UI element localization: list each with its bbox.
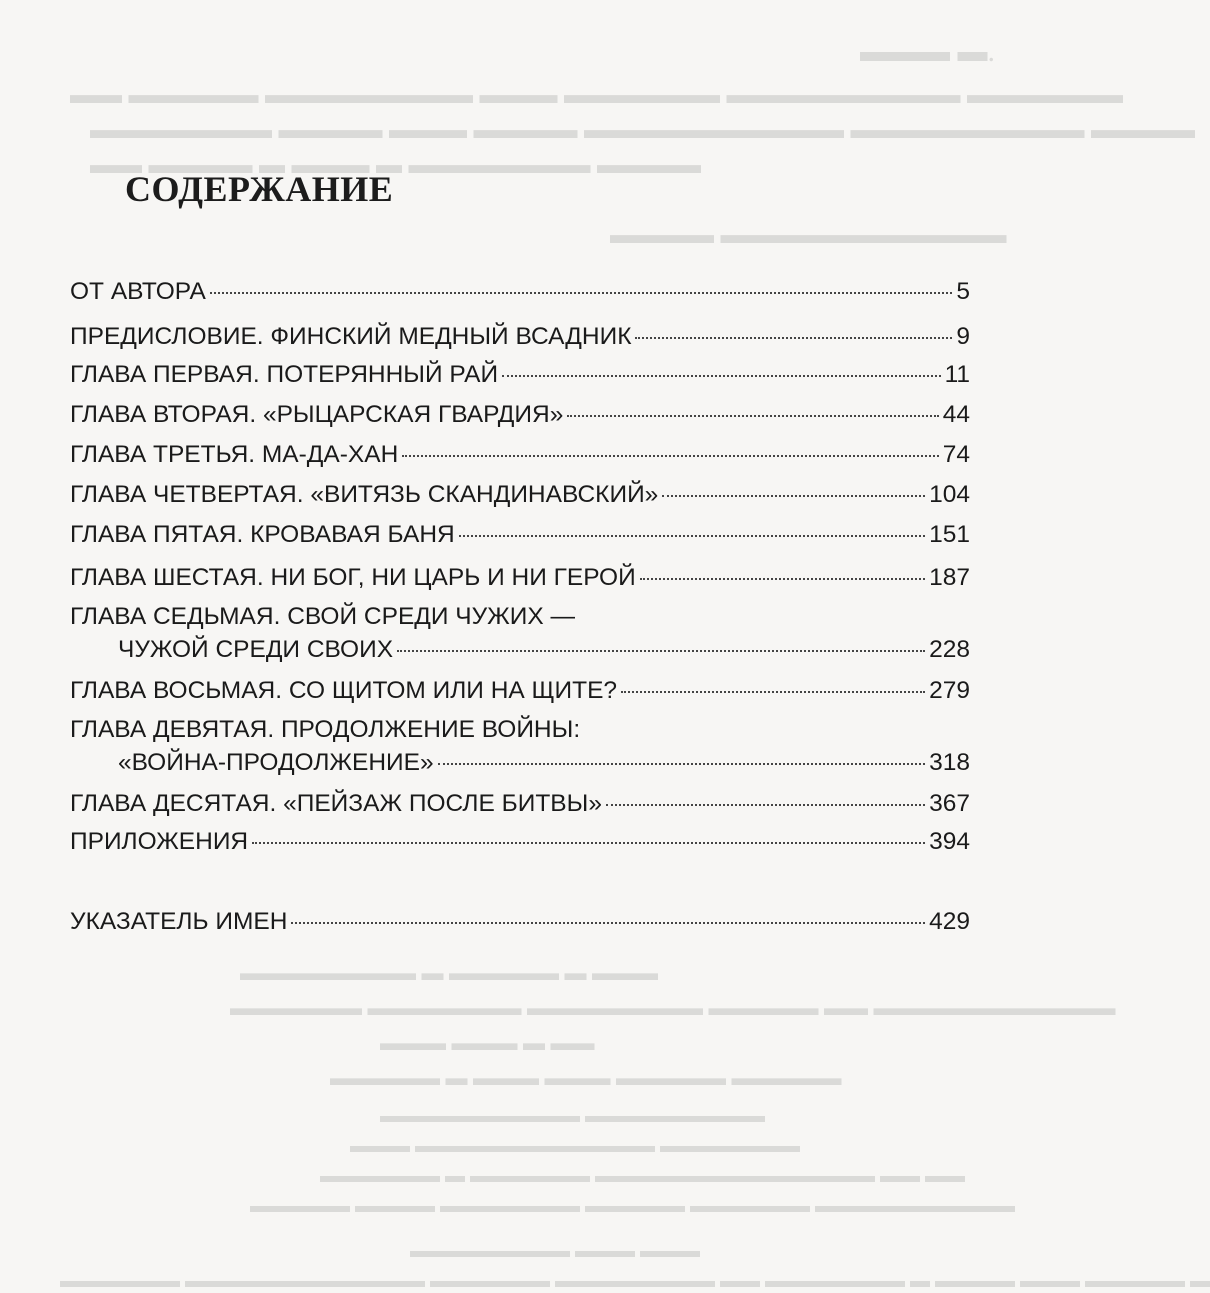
toc-dot-leader [621, 691, 925, 693]
toc-entry [70, 360, 970, 390]
toc-entry-title: ГЛАВА ДЕВЯТАЯ. ПРОДОЛЖЕНИЕ ВОЙНЫ: [70, 716, 581, 743]
toc-entry [70, 907, 970, 937]
toc-entry-title: ГЛАВА ЧЕТВЕРТАЯ. «ВИТЯЗЬ СКАНДИНАВСКИЙ» [70, 481, 659, 508]
toc-entry [70, 440, 970, 470]
toc-page-number: 151 [929, 521, 970, 548]
toc-page-number: 5 [956, 278, 970, 305]
toc-page-number: 44 [942, 401, 970, 428]
toc-entry [70, 827, 970, 857]
toc-page-number: 318 [929, 749, 970, 776]
toc-dot-leader [606, 804, 925, 806]
toc-entry-title: ПРЕДИСЛОВИЕ. ФИНСКИЙ МЕДНЫЙ ВСАДНИК [70, 323, 632, 350]
toc-entry [70, 789, 970, 819]
toc-dot-leader [402, 455, 938, 457]
toc-entry [70, 480, 970, 510]
toc-entry [70, 715, 970, 778]
show-through-background: ▬▬▬ ▬. ▬▬ ▬▬▬▬▬ ▬▬▬▬▬▬▬▬ ▬▬▬ ▬▬▬▬▬▬ ▬▬▬▬▬▬▬▬▬ ▬▬▬▬▬▬ ▬▬▬▬▬▬▬ ▬▬▬▬ ▬▬▬ ▬▬▬▬ ▬▬▬▬▬▬▬▬▬▬ ▬▬▬▬▬▬▬▬▬ ▬▬▬▬ ▬▬ ▬▬▬▬ ▬ ▬▬▬ ▬ ▬▬▬▬▬▬▬ ▬▬▬▬ ▬▬▬▬ ▬▬▬▬▬▬▬▬▬▬▬ ▬▬▬▬▬▬▬▬ ▬ ▬▬▬▬▬ ▬ ▬▬▬ ▬▬▬▬▬▬ ▬▬▬▬▬▬▬ ▬▬▬▬▬▬▬▬ ▬▬▬▬▬ ▬▬ ▬▬▬▬▬▬▬▬▬▬▬ ▬▬▬ ▬▬▬ ▬ ▬▬ ▬▬▬▬▬ ▬ ▬▬▬ ▬▬▬ ▬▬▬▬▬ ▬▬▬▬▬ ▬▬▬▬▬▬▬▬▬▬ ▬▬▬▬▬▬▬▬▬ ▬▬▬ ▬▬▬▬▬▬▬▬▬▬▬▬ ▬▬▬▬▬▬▬ ▬▬▬▬▬▬ ▬ ▬▬▬▬▬▬ ▬▬▬▬▬▬▬▬▬▬▬▬▬▬ ▬▬ ▬▬ ▬▬▬▬▬ ▬▬▬▬ ▬▬▬▬▬▬▬ ▬▬▬▬▬ ▬▬▬▬▬▬ ▬▬▬▬▬▬▬▬▬▬ ▬▬▬▬▬▬▬▬ ▬▬▬ ▬▬▬ ▬▬▬▬▬▬ ▬▬▬▬▬▬▬▬▬▬▬▬ ▬▬▬▬▬▬ ▬▬▬▬▬▬▬▬ ▬▬ ▬▬▬▬▬▬▬ ▬ ▬▬▬▬ ▬▬▬ ▬▬▬▬▬ ▬ [60, 35, 1210, 1292]
toc-entry-title: ГЛАВА ДЕСЯТАЯ. «ПЕЙЗАЖ ПОСЛЕ БИТВЫ» [70, 790, 602, 817]
toc-entry [70, 563, 970, 593]
toc-page-number: 11 [944, 361, 970, 388]
toc-entry [70, 322, 970, 352]
toc-entry-title: ПРИЛОЖЕНИЯ [70, 828, 249, 855]
toc-page-number: 367 [929, 790, 970, 817]
toc-page-number: 74 [942, 441, 970, 468]
toc-dot-leader [210, 292, 953, 294]
toc-page-number: 279 [929, 677, 970, 704]
page-title: СОДЕРЖАНИЕ [125, 169, 394, 209]
toc-dot-leader [635, 337, 952, 339]
toc-entry [70, 277, 970, 307]
toc-entry-title: ГЛАВА ШЕСТАЯ. НИ БОГ, НИ ЦАРЬ И НИ ГЕРОЙ [70, 564, 636, 591]
toc-page-number: 394 [929, 828, 970, 855]
toc-entry-title-continued: «ВОЙНА-ПРОДОЛЖЕНИЕ» [118, 749, 434, 776]
toc-dot-leader [252, 842, 925, 844]
toc-dot-leader [640, 578, 925, 580]
toc-dot-leader [438, 763, 925, 765]
toc-dot-leader [567, 415, 938, 417]
toc-page-number: 104 [929, 481, 970, 508]
toc-dot-leader [662, 495, 925, 497]
toc-dot-leader [397, 650, 925, 652]
toc-entry [70, 400, 970, 430]
toc-entry-title: ГЛАВА СЕДЬМАЯ. СВОЙ СРЕДИ ЧУЖИХ — [70, 603, 576, 630]
toc-entry-title: ГЛАВА ПЯТАЯ. КРОВАВАЯ БАНЯ [70, 521, 455, 548]
toc-entry-title: УКАЗАТЕЛЬ ИМЕН [70, 908, 288, 935]
toc-dot-leader [459, 535, 925, 537]
toc-entry-title: ГЛАВА ВОСЬМАЯ. СО ЩИТОМ ИЛИ НА ЩИТЕ? [70, 677, 618, 704]
toc-dot-leader [502, 375, 940, 377]
toc-entry-title: ОТ АВТОРА [70, 278, 206, 305]
toc-entry [70, 676, 970, 706]
toc-entry-title: ГЛАВА ВТОРАЯ. «РЫЦАРСКАЯ ГВАРДИЯ» [70, 401, 564, 428]
toc-entry [70, 602, 970, 665]
toc-entry-title: ГЛАВА ТРЕТЬЯ. МА-ДА-ХАН [70, 441, 399, 468]
toc-dot-leader [291, 922, 925, 924]
toc-entry-title-continued: ЧУЖОЙ СРЕДИ СВОИХ [118, 636, 394, 663]
toc-page-number: 429 [929, 908, 970, 935]
toc-page-number: 9 [956, 323, 970, 350]
toc-page-number: 187 [929, 564, 970, 591]
toc-page-number: 228 [929, 636, 970, 663]
toc-entry [70, 520, 970, 550]
toc-entry-title: ГЛАВА ПЕРВАЯ. ПОТЕРЯННЫЙ РАЙ [70, 361, 499, 388]
